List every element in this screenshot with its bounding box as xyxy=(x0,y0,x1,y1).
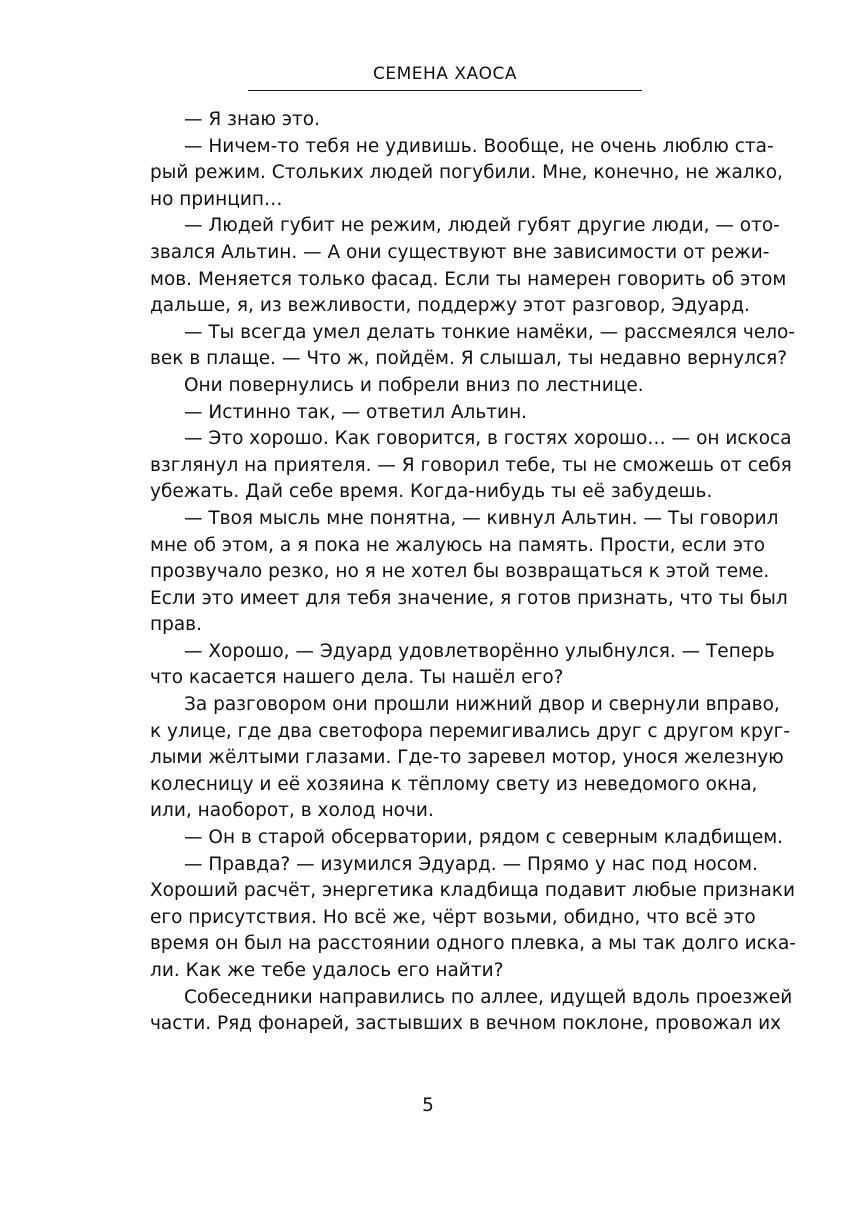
text-line: убежать. Дай себе время. Когда-нибудь ты её забудешь. xyxy=(150,481,713,503)
text-line: мов. Меняется только фасад. Если ты намерен говорить об этом xyxy=(150,268,787,290)
text-line: — Твоя мысль мне понятна, — кивнул Альтин. — Ты говорил xyxy=(184,507,779,529)
text-line: но принцип… xyxy=(150,188,283,210)
text-line: его присутствия. Но всё же, чёрт возьми, обидно, что всё это xyxy=(150,906,756,928)
text-line: Собеседники направились по аллее, идущей вдоль проезжей xyxy=(184,986,793,1008)
text-line: — Истинно так, — ответил Альтин. xyxy=(184,401,528,423)
text-line: мне об этом, а я пока не жалуюсь на память. Прости, если это xyxy=(150,534,766,556)
text-line: взглянул на приятеля. — Я говорил тебе, ты не сможешь от себя xyxy=(150,454,792,476)
text-line: За разговором они прошли нижний двор и свернули вправо, xyxy=(184,694,780,716)
text-line: — Это хорошо. Как говорится, в гостях хорошо… — он искоса xyxy=(184,428,792,450)
text-line: Если это имеет для тебя значение, я готов признать, что ты был xyxy=(150,587,788,609)
text-line: дальше, я, из вежливости, поддержу этот разговор, Эдуард. xyxy=(150,295,750,317)
text-line: Хороший расчёт, энергетика кладбища подавит любые признаки xyxy=(150,880,796,902)
text-line: что касается нашего дела. Ты нашёл его? xyxy=(150,667,564,689)
text-line: лыми жёлтыми глазами. Где-то заревел мотор, унося железную xyxy=(150,747,784,769)
text-line: время он был на расстоянии одного плевка, а мы так долго иска- xyxy=(150,933,796,955)
text-line: — Людей губит не режим, людей губят другие люди, — ото- xyxy=(184,215,780,237)
text-line: к улице, где два светофора перемигивались друг с другом круг- xyxy=(150,720,791,742)
text-line: колесницу и её хозяина к тёплому свету из неведомого окна, xyxy=(150,773,758,795)
text-line: ли. Как же тебе удалось его найти? xyxy=(150,960,504,981)
text-line: — Правда? — изумился Эдуард. — Прямо у нас под носом. xyxy=(184,853,759,875)
text-line: или, наоборот, в холод ночи. xyxy=(150,800,434,822)
running-title: СЕМЕНА ХАОСА xyxy=(373,64,517,84)
text-line: век в плаще. — Что ж, пойдём. Я слышал, ты недавно вернулся? xyxy=(150,348,788,370)
header-rule xyxy=(248,90,642,91)
text-line: — Я знаю это. xyxy=(184,109,320,130)
text-line: Они повернулись и побрели вниз по лестнице. xyxy=(184,374,644,396)
body-text xyxy=(150,107,796,1038)
text-line: прозвучало резко, но я не хотел бы возвращаться к этой теме. xyxy=(150,561,770,583)
text-line: рый режим. Стольких людей погубили. Мне, конечно, не жалко, xyxy=(150,162,783,184)
text-line: — Ничем-то тебя не удивишь. Вообще, не очень люблю ста- xyxy=(184,135,774,157)
page-number: 5 xyxy=(422,1095,434,1116)
text-line: прав. xyxy=(150,614,202,636)
text-line: звался Альтин. — А они существуют вне зависимости от режи- xyxy=(150,241,770,263)
text-line: части. Ряд фонарей, застывших в вечном поклоне, провожал их xyxy=(150,1013,782,1035)
text-line: — Он в старой обсерватории, рядом с северным кладбищем. xyxy=(184,827,784,849)
text-line: — Ты всегда умел делать тонкие намёки, — рассмеялся чело- xyxy=(184,321,796,343)
text-line: — Хорошо, — Эдуард удовлетворённо улыбнулся. — Теперь xyxy=(184,640,775,662)
